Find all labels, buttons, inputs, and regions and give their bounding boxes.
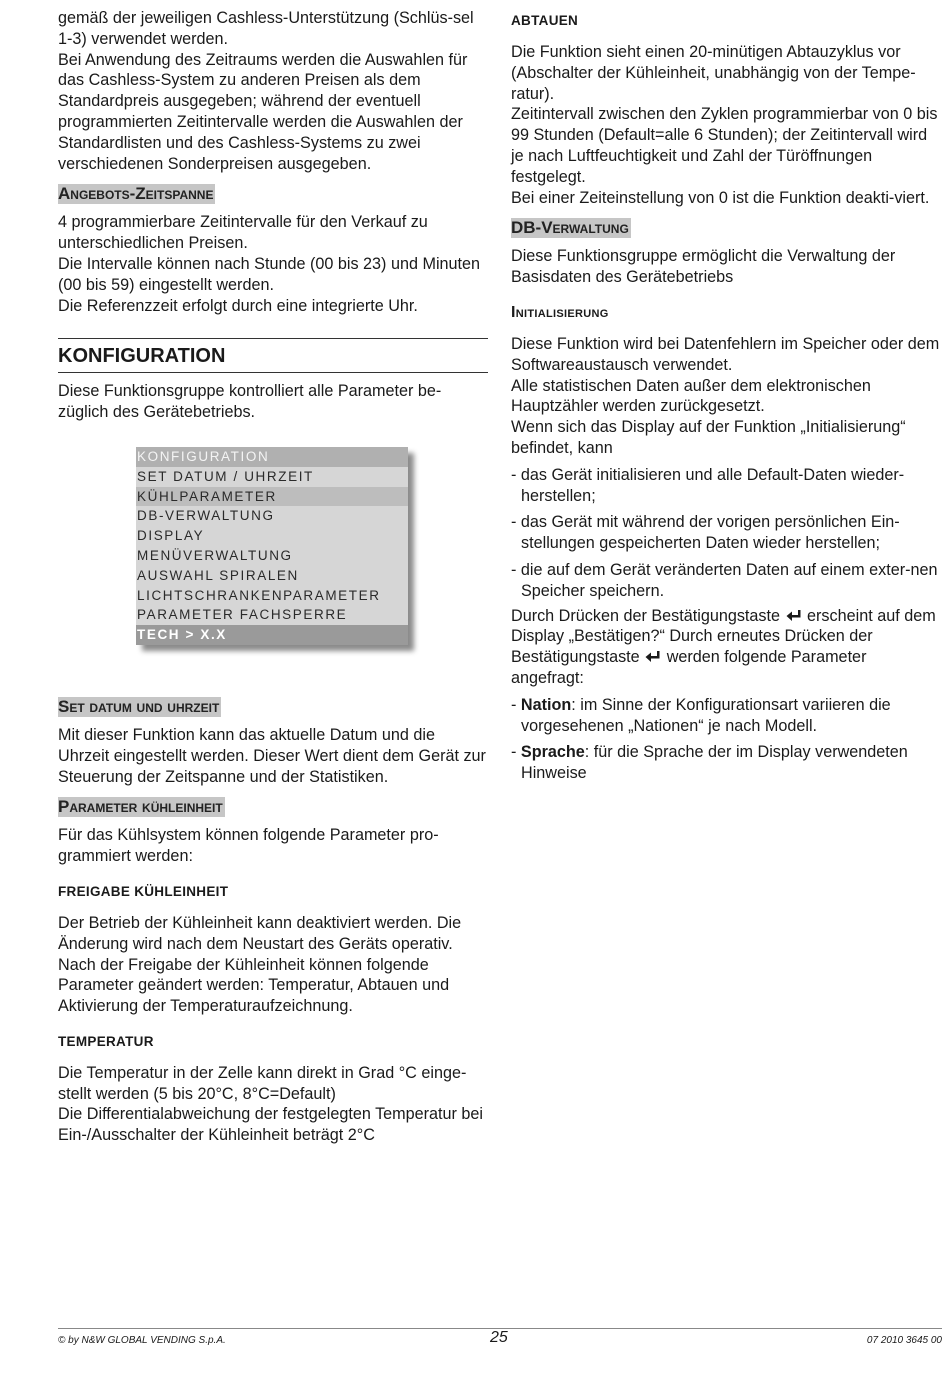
- menu-item-menueverwaltung: MENÜVERWALTUNG: [137, 547, 293, 563]
- menu-item-tech: TECH > X.X: [136, 625, 408, 645]
- nation-text: : im Sinne der Konfigurationsart variieren die vorgesehenen „Nationen“ je nach Modell.: [521, 695, 891, 735]
- nation-label: Nation: [520, 695, 572, 714]
- enter-key-icon: [785, 609, 803, 623]
- paragraph: Die Funktion sieht einen 20-minütigen Abtauzyklus vor (Abschalter der Kühleinheit, unabhängig von der Tempe-ratur).: [511, 43, 916, 103]
- paragraph: Der Betrieb der Kühleinheit kann deaktiviert werden. Die Änderung wird nach dem Neustart des Geräts operativ. Nach der Freigabe der Kühleinheit können folgende Parameter geändert werden: Temperatur, Abtauen und Aktivierung der Temperaturaufzeichnung.: [58, 913, 462, 1016]
- paragraph-confirm: [511, 606, 943, 689]
- paragraph: Wenn sich das Display auf der Funktion „Initialisierung“ befindet, kann: [511, 418, 906, 457]
- copyright: © by N&W GLOBAL VENDING S.p.A.: [58, 1335, 226, 1346]
- document-code: 07 2010 3645 00: [866, 1335, 942, 1346]
- confirm-text-a: Durch Drücken der Bestätigungstaste: [511, 606, 781, 625]
- list-item-nation: [511, 695, 943, 737]
- dash: -: [511, 743, 521, 762]
- confirm-text-b: erscheint auf dem Display „Bestätigen?“ Durch erneutes Drücken der Bestätigungstaste: [511, 606, 936, 667]
- menu-item-auswahl-spiralen: AUSWAHL SPIRALEN: [137, 567, 299, 583]
- paragraph: Die Temperatur in der Zelle kann direkt in Grad °C einge-stellt werden (5 bis 20°C, 8°C=Default): [58, 1063, 467, 1103]
- dash: -: [511, 695, 521, 714]
- paragraph: Zeitintervall zwischen den Zyklen programmierbar von 0 bis 99 Stunden (Default=alle 6 Stunden); der Zeitintervall wird je nach Luftfeuchtigkeit und Zahl der Türöffnungen festgelegt.: [511, 105, 938, 186]
- menu-item-set-datum: SET DATUM / UHRZEIT: [137, 468, 314, 484]
- list-item-sprache: [511, 742, 943, 784]
- menu-item-display: DISPLAY: [137, 528, 205, 544]
- sprache-text: : für die Sprache der im Display verwendeten Hinweise: [521, 743, 908, 783]
- section-heading-parameter: Parameter kühleinheit: [58, 797, 223, 817]
- paragraph: Bei Anwendung des Zeitraums werden die Auswahlen für das Cashless-System zu anderen Preisen als dem Standardpreis ausgegeben; während der eventuell programmierten Zeitintervalle werden die Auswahlen der Standardlisten und des Cashless-Systems zu zwei verschiedenen Sonderpreisen ausgegeben.: [58, 50, 468, 173]
- list-item: - das Gerät initialisieren und alle Default-Daten wieder-herstellen;: [511, 465, 905, 505]
- paragraph: 4 programmierbare Zeitintervalle für den Verkauf zu unterschiedlichen Preisen.: [58, 213, 428, 253]
- menu-item-konfiguration: KONFIGURATION: [136, 447, 408, 467]
- subheading-temperatur: TEMPERATUR: [58, 1033, 154, 1049]
- section-heading-set-datum: Set datum und uhrzeit: [58, 696, 220, 716]
- confirm-text-c: werden folgende Parameter angefragt:: [511, 648, 867, 687]
- list-item: - die auf dem Gerät veränderten Daten auf einem exter-nen Speicher speichern.: [511, 560, 938, 600]
- section-title-konfiguration: KONFIGURATION: [58, 338, 488, 373]
- enter-key-icon: [644, 650, 662, 664]
- subheading-abtauen: ABTAUEN: [511, 13, 579, 28]
- right-column: [511, 8, 943, 784]
- paragraph: gemäß der jeweiligen Cashless-Unterstützung (Schlüs-sel 1-3) verwendet werden.: [58, 9, 474, 48]
- menu-item-kuehlparameter: KÜHLPARAMETER: [136, 487, 408, 507]
- display-menu: [136, 447, 408, 645]
- page-number: 25: [490, 1329, 508, 1346]
- left-column: [58, 8, 488, 1146]
- paragraph: Diese Funktionsgruppe kontrolliert alle Parameter be-züglich des Gerätebetriebs.: [58, 382, 442, 422]
- paragraph: Für das Kühlsystem können folgende Parameter pro-grammiert werden:: [58, 826, 439, 866]
- menu-item-lichtschranken: LICHTSCHRANKENPARAMETER: [137, 587, 381, 603]
- menu-item-db-verwaltung: DB-VERWALTUNG: [137, 508, 275, 524]
- sprache-label: Sprache: [520, 743, 585, 762]
- paragraph: Die Intervalle können nach Stunde (00 bis 23) und Minuten (00 bis 59) eingestellt werden.: [58, 254, 481, 294]
- paragraph: Diese Funktion wird bei Datenfehlern im Speicher oder dem Softwareaustausch verwendet.: [511, 334, 940, 374]
- paragraph: Bei einer Zeiteinstellung von 0 ist die Funktion deakti-viert.: [511, 188, 930, 207]
- page-footer: [58, 1328, 942, 1355]
- section-heading-db: DB-Verwaltung: [511, 218, 629, 238]
- paragraph: Die Referenzzeit erfolgt durch eine integrierte Uhr.: [58, 296, 418, 315]
- paragraph: Alle statistischen Daten außer dem elektronischen Hauptzähler werden zurückgesetzt.: [511, 376, 871, 416]
- paragraph: Diese Funktionsgruppe ermöglicht die Verwaltung der Basisdaten des Gerätebetriebs: [511, 247, 896, 287]
- subheading-initialisierung: Initialisierung: [511, 303, 609, 321]
- section-heading-angebots: Angebots-Zeitspanne: [58, 184, 214, 204]
- paragraph: Die Differentialabweichung der festgelegten Temperatur bei Ein-/Ausschalter der Kühleinheit beträgt 2°C: [58, 1105, 484, 1145]
- paragraph: Mit dieser Funktion kann das aktuelle Datum und die Uhrzeit eingestellt werden. Dieser Wert dient dem Gerät zur Steuerung der Zeitspanne und der Statistiken.: [58, 725, 486, 786]
- list-item: - das Gerät mit während der vorigen persönlichen Ein-stellungen gespeicherten Daten wieder herstellen;: [511, 513, 900, 553]
- subheading-freigabe: FREIGABE KÜHLEINHEIT: [58, 883, 229, 899]
- menu-item-fachsperre: PARAMETER FACHSPERRE: [137, 607, 348, 623]
